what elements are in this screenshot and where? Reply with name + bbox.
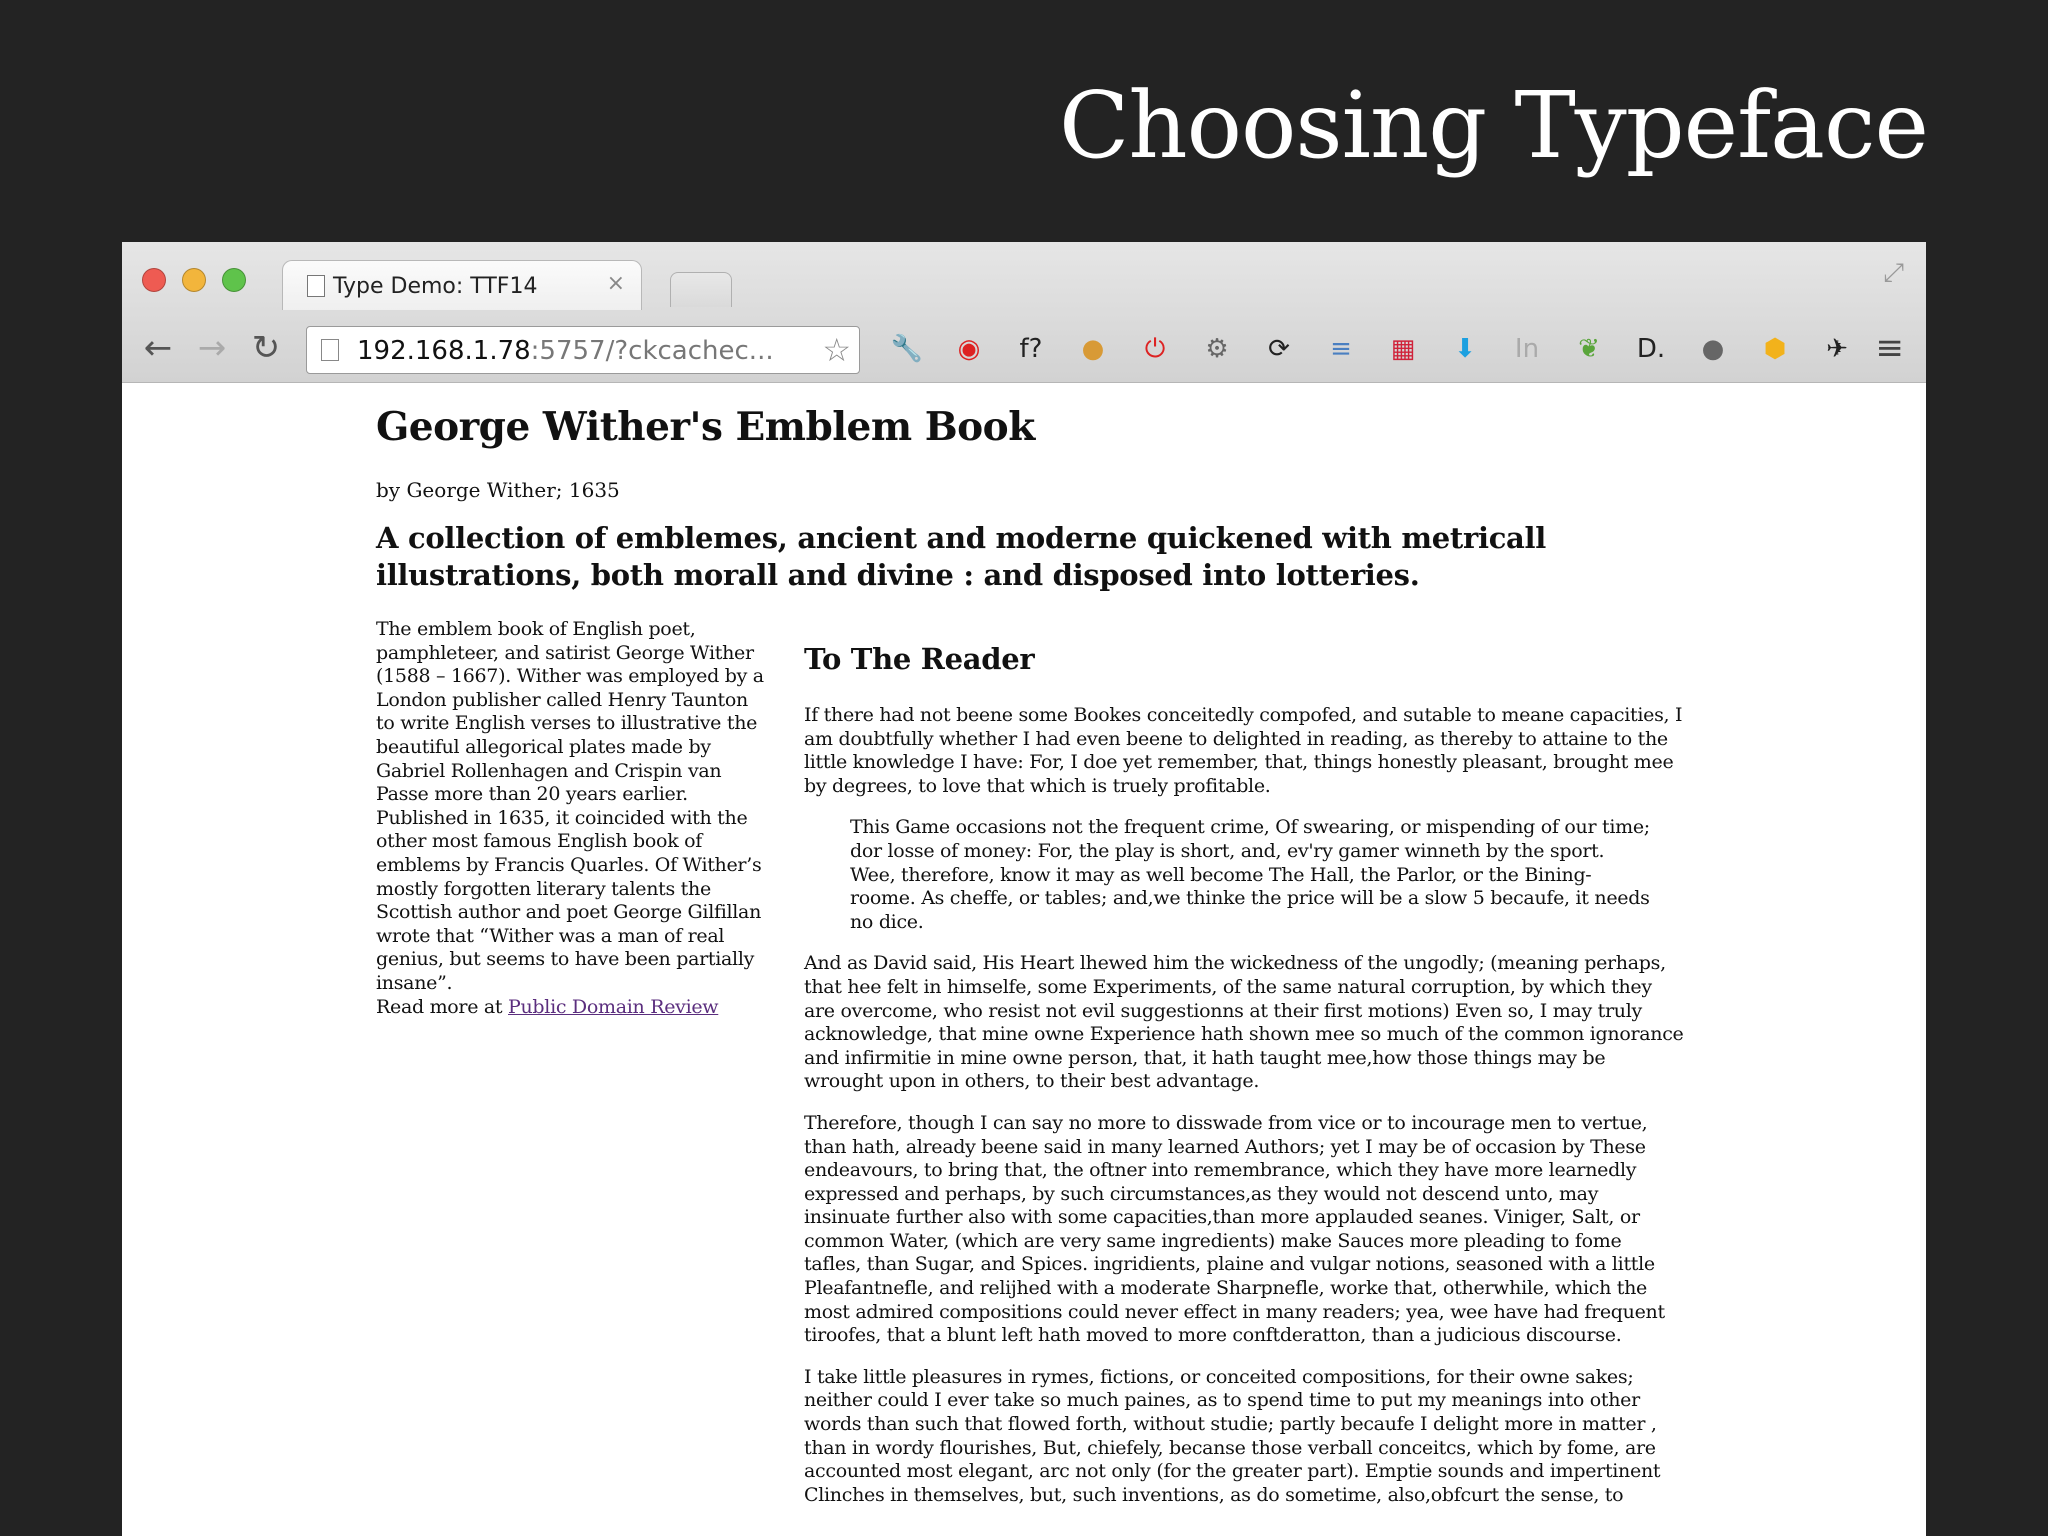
minimize-window-button[interactable]: [182, 268, 206, 292]
back-button[interactable]: ←: [143, 328, 173, 368]
browser-toolbar: [122, 318, 1926, 380]
sidebar-text: The emblem book of English poet, pamphleteer, and satirist George Wither (1588 – 1667). Wither was employed by a London publisher called Henry Taunton to write English verses to illustrative the beautiful allegorical plates made by Gabriel Rollenhagen and Crispin van Passe more than 20 years earlier. Published in 1635, it coincided with the other most famous English book of emblems by Francis Quarles. Of Wither’s mostly forgotten literary talents the Scottish author and poet George Gilfillan wrote that “Wither was a man of real genius, but seems to have been partially insane”.: [376, 618, 764, 994]
paragraph: If there had not beene some Bookes conceitedly compofed, and sutable to meane capacities, I am doubtfully whether I had even beene to delighted in reading, as thereby to attaine to the little knowledge I have: For, I doe yet remember, that, things honestly pleasant, brought mee by degrees, to love that which is truely profitable.: [804, 704, 1683, 797]
ghost-icon[interactable]: ●: [1701, 334, 1725, 364]
page-icon: [307, 275, 325, 297]
slide-title: Choosing Typeface: [1059, 72, 1928, 179]
reload-button[interactable]: ↻: [251, 328, 281, 368]
sidebar: [376, 618, 772, 1019]
page-icon: [321, 339, 339, 361]
fullscreen-icon[interactable]: ⤢: [1883, 258, 1904, 288]
cube-icon[interactable]: ⬢: [1763, 334, 1787, 364]
in-icon[interactable]: In: [1514, 334, 1540, 364]
wrench-icon[interactable]: 🔧: [890, 334, 924, 364]
sync-icon[interactable]: ⟳: [1268, 334, 1290, 364]
red-box-icon[interactable]: ▦: [1390, 334, 1416, 364]
paragraph: And as David said, His Heart lhewed him the wickedness of the ungodly; (meaning perhaps, that hee felt in himselfe, some Experiments, of the same natural corruption, by which they are overcome, who resist not evil suggestionns at their first motions) Even so, I may truly acknowledge, that mine owne Experience hath shown mee so much of the common ignorance and infirmitie in mine owne person, that, it hath taught mee,how those things may be wrought upon in others, to their best advantage.: [804, 952, 1684, 1093]
paragraph: Therefore, though I can say no more to disswade from vice or to incourage men to vertue, than hath, already beene said in many learned Authors; yet I may be of occasion by These endeavours, to bring that, the oftner into remembrance, which they have more learnedly expressed and perhaps, by such circumstances,as they would not descend unto, may insinuate further also with some capacities,than more applauded seanes. Viniger, Salt, or common Water, (which are very same ingredients) make Sauces more pleading to fome tafles, than Sugar, and Spices. ingridients, plaine and vulgar notions, seasoned with a little Pleafantnefle, and relijhed with a moderate Sharpnefle, worke that, otherwhile, which the most admired compositions could never effect in many readers; yea, wee have had frequent tiroofes, that a blunt left hath moved to more conftderatton, than a judicious discourse.: [804, 1111, 1665, 1347]
public-domain-review-link[interactable]: Public Domain Review: [508, 995, 719, 1018]
read-more-label: Read more at: [376, 995, 503, 1018]
address-bar[interactable]: [306, 326, 860, 374]
block-quote: This Game occasions not the frequent crime, Of swearing, or mispending of our time; dor losse of money: For, the play is short, and, ev'ry gamer winneth by the sport. Wee, therefore, know it may as well become The Hall, the Parlor, or the Bining-roome. As cheffe, or tables; and,we thinke the price will be a slow 5 becaufe, it needs no dice.: [850, 816, 1650, 933]
tab-title: Type Demo: TTF14: [333, 274, 538, 299]
bird-icon[interactable]: ✈: [1826, 334, 1848, 364]
database-icon[interactable]: ≡: [1330, 334, 1352, 364]
byline: by George Wither; 1635: [376, 478, 620, 502]
rainbow-new-icon[interactable]: ◉: [957, 334, 981, 364]
page-subtitle: A collection of emblemes, ancient and moderne quickened with metricall illustrations, both morall and divine : and disposed into lotteries.: [376, 521, 1546, 592]
browser-tab[interactable]: [282, 260, 642, 310]
new-tab-button[interactable]: [670, 272, 732, 307]
page-content: [122, 382, 1926, 1536]
close-window-button[interactable]: [142, 268, 166, 292]
tab-close-icon[interactable]: ×: [606, 271, 625, 296]
browser-window: [122, 242, 1926, 1536]
browser-chrome: [122, 242, 1926, 383]
d-icon[interactable]: D.: [1636, 334, 1666, 364]
main-article: [804, 642, 1684, 1525]
gear-icon[interactable]: ⚙: [1205, 334, 1229, 364]
whatfont-icon[interactable]: f?: [1019, 334, 1043, 364]
download-icon[interactable]: ⬇: [1454, 334, 1476, 364]
evernote-icon[interactable]: ❦: [1578, 334, 1600, 364]
page-title: George Wither's Emblem Book: [376, 404, 1035, 450]
forward-button[interactable]: →: [197, 328, 227, 368]
paragraph: I take little pleasures in rymes, fictions, or conceited compositions, for their owne sakes; neither could I ever take so much paines, as to spend time to put my meanings into other words than such that flowed forth, without studie; partly becaufe I delight more in matter , than in wordy flourishes, But, chiefely, becanse those verball conceitcs, which by fome, are accounted most elegant, arc not only (for the greater part). Emptie sounds and impertinent Clinches in themselves, but, such inventions, as do sometime, also,obfcurt the sense, to: [804, 1365, 1661, 1506]
menu-icon[interactable]: ≡: [1875, 328, 1904, 368]
section-heading: To The Reader: [804, 642, 1035, 676]
bookmark-star-icon[interactable]: ☆: [822, 331, 851, 369]
zoom-window-button[interactable]: [222, 268, 246, 292]
cookie-icon[interactable]: ●: [1081, 334, 1105, 364]
stop-icon[interactable]: ⏻: [1144, 334, 1166, 364]
url-text: 192.168.1.78:5757/?ckcachec...: [357, 336, 774, 366]
